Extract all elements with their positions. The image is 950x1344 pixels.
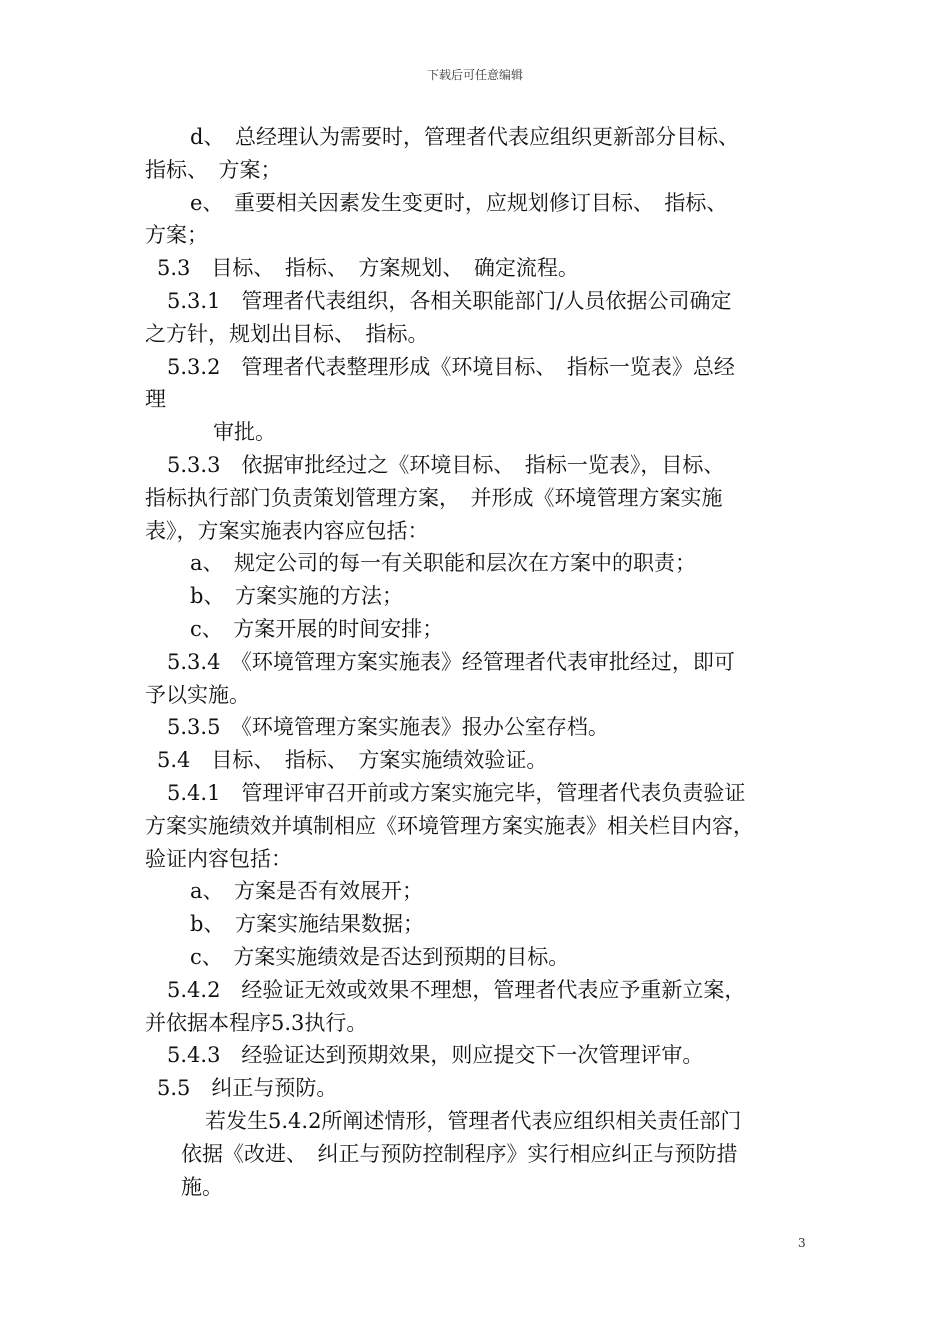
text-line: 理 xyxy=(145,387,166,412)
section-heading-5-4: 5.4 目标、 指标、 方案实施绩效验证。 xyxy=(157,748,548,773)
document-body xyxy=(145,121,810,1203)
page-number: 3 xyxy=(798,1236,806,1250)
text-line: 并依据本程序5.3执行。 xyxy=(145,1010,368,1035)
text-line: 方案实施绩效并填制相应《环境管理方案实施表》相关栏目内容， xyxy=(145,813,754,838)
list-item-c: c、 方案实施绩效是否达到预期的目标。 xyxy=(190,944,570,969)
text-line: 依据《改进、 纠正与预防控制程序》实行相应纠正与预防措 xyxy=(181,1141,738,1166)
clause-5-3-4: 5.3.4 《环境管理方案实施表》经管理者代表审批经过，即可 xyxy=(167,649,735,674)
text-line: 予以实施。 xyxy=(145,682,250,707)
list-item-a: a、 规定公司的每一有关职能和层次在方案中的职责； xyxy=(190,551,697,576)
section-heading-5-3: 5.3 目标、 指标、 方案规划、 确定流程。 xyxy=(157,256,579,281)
page-header: 下载后可任意编辑 xyxy=(426,68,523,82)
clause-5-4-1: 5.4.1 管理评审召开前或方案实施完毕，管理者代表负责验证 xyxy=(167,780,746,805)
clause-5-4-3: 5.4.3 经验证达到预期效果，则应提交下一次管理评审。 xyxy=(167,1043,704,1068)
section-heading-5-5: 5.5 纠正与预防。 xyxy=(157,1076,338,1101)
list-item-b: b、 方案实施的方法； xyxy=(190,584,403,609)
list-item-b: b、 方案实施结果数据； xyxy=(190,912,424,937)
text-line: 指标执行部门负责策划管理方案， 并形成《环境管理方案实施 xyxy=(145,485,723,510)
text-line: 指标、 方案； xyxy=(145,157,282,182)
text-line: 表》，方案实施表内容应包括： xyxy=(145,518,429,543)
text-line: 之方针，规划出目标、 指标。 xyxy=(145,321,429,346)
text-line: 审批。 xyxy=(213,420,276,445)
list-item-a: a、 方案是否有效展开； xyxy=(190,879,424,904)
text-line: 若发生5.4.2所阐述情形，管理者代表应组织相关责任部门 xyxy=(205,1108,742,1133)
text-line: 方案； xyxy=(145,223,208,248)
clause-5-4-2: 5.4.2 经验证无效或效果不理想，管理者代表应予重新立案， xyxy=(167,977,746,1002)
list-item-c: c、 方案开展的时间安排； xyxy=(190,616,444,641)
clause-5-3-3: 5.3.3 依据审批经过之《环境目标、 指标一览表》，目标、 xyxy=(167,452,725,477)
list-item-e: e、 重要相关因素发生变更时，应规划修订目标、 指标、 xyxy=(190,190,728,215)
clause-5-3-5: 5.3.5 《环境管理方案实施表》报办公室存档。 xyxy=(167,715,609,740)
text-line: 验证内容包括： xyxy=(145,846,292,871)
clause-5-3-2: 5.3.2 管理者代表整理形成《环境目标、 指标一览表》总经 xyxy=(167,354,735,379)
clause-5-3-1: 5.3.1 管理者代表组织，各相关职能部门/人员依据公司确定 xyxy=(167,288,732,313)
text-line: 施。 xyxy=(181,1174,223,1199)
list-item-d: d、 总经理认为需要时，管理者代表应组织更新部分目标、 xyxy=(190,125,739,149)
